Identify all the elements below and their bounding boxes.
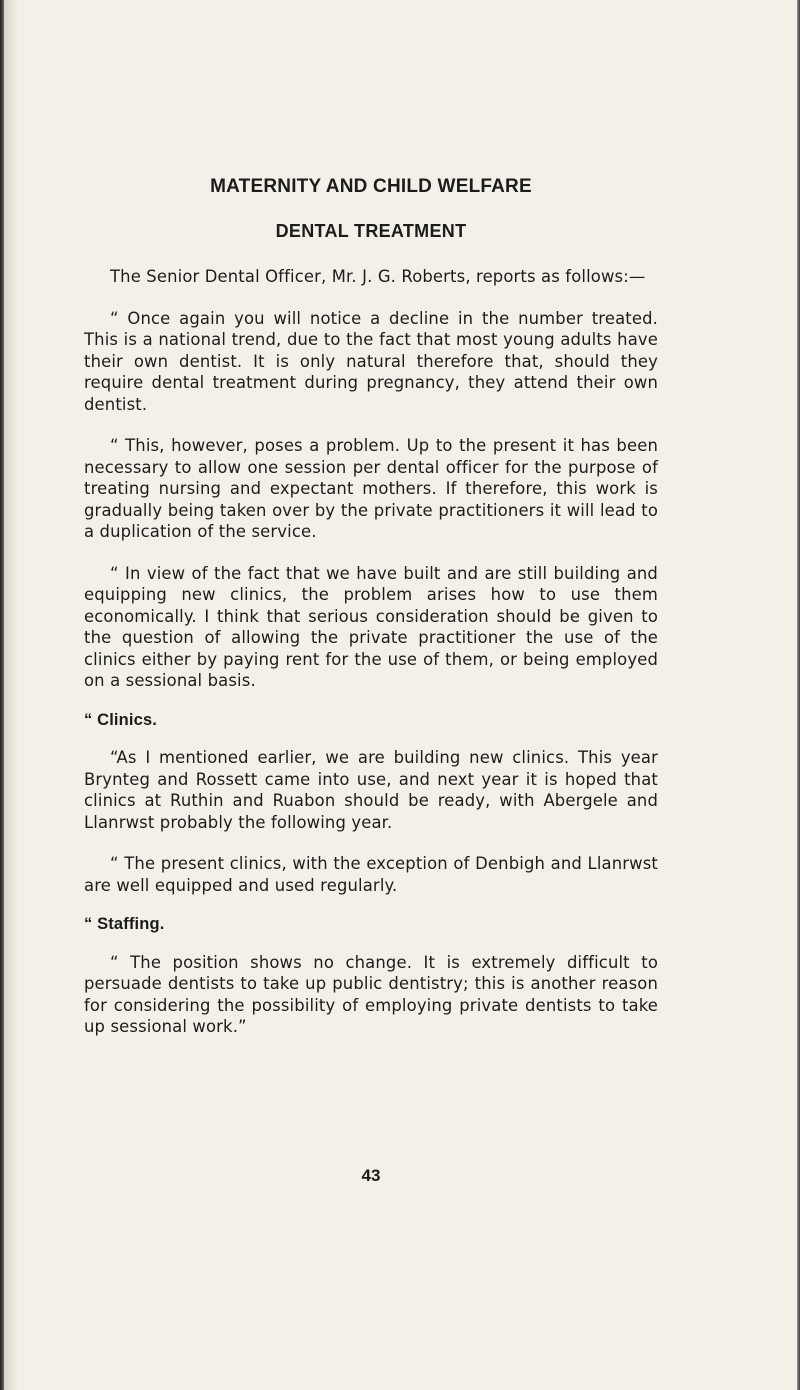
page-title: MATERNITY AND CHILD WELFARE [210,176,532,197]
subheading-clinics: “ Clinics. [84,710,158,729]
section-heading: DENTAL TREATMENT [275,221,467,241]
intro-paragraph: The Senior Dental Officer, Mr. J. G. Roberts, reports as follows:— [110,267,646,286]
paragraph-problem: “ This, however, poses a problem. Up to the present it has been necessary to allow one session per dental officer for the purpose of treating nursing and expectant mothers. If therefore, this work is gradually being taken over by the private practitioners it will lead to a duplication of the service. [84,436,658,541]
page-number: 43 [361,1166,381,1185]
subheading-staffing: “ Staffing. [84,915,165,933]
paragraph-clinics-use: “ In view of the fact that we have built and are still building and equipping new clinics, the problem arises how to use them economically. I think that serious consideration should be given to the question of allowing the private practitioner the use of the clinics either by paying rent for the use of them, or being employed on a sessional basis. [84,563,658,690]
page-binding-shadow [4,0,18,1390]
paragraph-new-clinics: “As I mentioned earlier, we are building new clinics. This year Brynteg and Rossett came into use, and next year it is hoped that clinics at Ruthin and Ruabon should be ready, with Abergele and Llanrwst probably the following year. [84,748,658,832]
report-body [84,266,658,1058]
paragraph-present-clinics: “ The present clinics, with the exception of Denbigh and Llanrwst are well equipped and used regularly. [84,854,658,895]
paragraph-staffing: “ The position shows no change. It is extremely difficult to persuade dentists to take up public dentistry; this is another reason for considering the possibility of employing private dentists to take up sessional work.” [84,952,658,1036]
paragraph-decline: “ Once again you will notice a decline in the number treated. This is a national trend, due to the fact that most young adults have their own dentist. It is only natural therefore that, should they require dental treatment during pregnancy, they attend their own dentist. [84,308,658,414]
